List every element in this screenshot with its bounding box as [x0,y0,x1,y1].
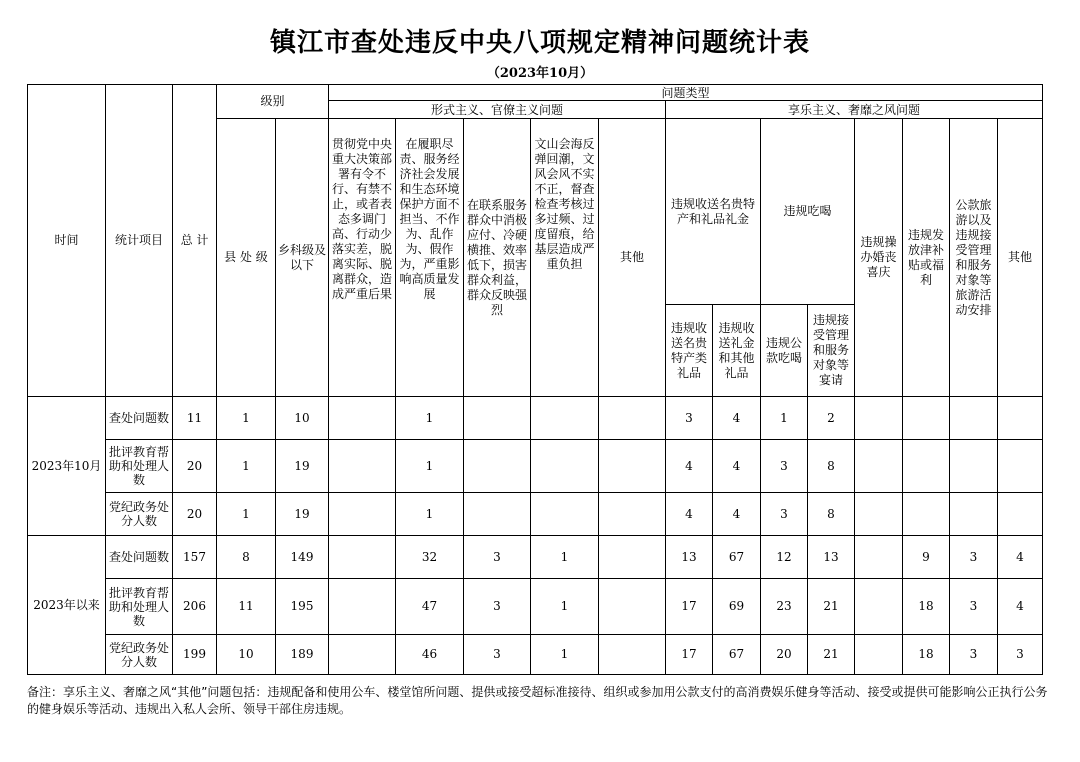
cell-township: 195 [276,579,329,635]
cell-allowance [903,493,950,536]
row-label: 查处问题数 [106,397,173,440]
cell-allowance [903,397,950,440]
cell-f1 [329,536,396,579]
row-label: 党纪政务处分人数 [106,635,173,675]
header-gift-cash: 违规收送礼金和其他礼品 [713,305,761,397]
table-row [28,635,1043,675]
header-dining: 违规吃喝 [761,119,855,305]
header-formalism-meetings: 文山会海反弹回潮，文风会风不实不正，督查检查考核过多过频、过度留痕，给基层造成严重负担 [531,119,599,397]
cell-gift-a: 3 [666,397,713,440]
cell-eat-b: 21 [808,579,855,635]
cell-county: 8 [217,536,276,579]
cell-gift-b: 67 [713,536,761,579]
page-title: 镇江市查处违反中央八项规定精神问题统计表 [269,28,810,58]
cell-total: 206 [173,579,217,635]
cell-county: 1 [217,493,276,536]
header-problem-type: 问题类型 [329,85,1043,101]
header-formalism-decision: 贯彻党中央重大决策部署有令不行、有禁不止，或者表态多调门高、行动少落实差，脱离实际、脱离群众，造成严重后果 [329,119,396,397]
header-formalism-duty: 在履职尽责、服务经济社会发展和生态环境保护方面不担当、不作为、乱作为、假作为，严重影响高质量发展 [396,119,464,397]
cell-township: 10 [276,397,329,440]
header-total: 总 计 [173,85,217,397]
cell-allowance [903,440,950,493]
cell-gift-b: 4 [713,397,761,440]
cell-f3 [464,440,531,493]
cell-eat-a: 20 [761,635,808,675]
cell-h-other [998,440,1043,493]
header-hedonism-group: 享乐主义、奢靡之风问题 [666,101,1043,119]
cell-h-other [998,493,1043,536]
cell-f4 [531,397,599,440]
cell-travel: 3 [950,536,998,579]
cell-wedding [855,579,903,635]
cell-f1 [329,440,396,493]
cell-f4: 1 [531,536,599,579]
cell-gift-a: 17 [666,579,713,635]
cell-eat-b: 8 [808,440,855,493]
header-township-level: 乡科级及以下 [276,119,329,397]
cell-f-other [599,579,666,635]
header-formalism-group: 形式主义、官僚主义问题 [329,101,666,119]
row-label: 党纪政务处分人数 [106,493,173,536]
page-subtitle: （2023年10月） [486,66,594,81]
cell-f-other [599,440,666,493]
cell-f3 [464,397,531,440]
table-row [28,493,1043,536]
header-public-travel: 公款旅游以及违规接受管理和服务对象等旅游活动安排 [950,119,998,397]
cell-f4: 1 [531,635,599,675]
header-dining-banquets: 违规接受管理和服务对象等宴请 [808,305,855,397]
cell-eat-b: 21 [808,635,855,675]
cell-f2: 47 [396,579,464,635]
cell-gift-b: 69 [713,579,761,635]
table-row [28,579,1043,635]
row-label: 查处问题数 [106,536,173,579]
cell-f3: 3 [464,536,531,579]
cell-township: 19 [276,493,329,536]
cell-total: 20 [173,440,217,493]
cell-h-other: 4 [998,579,1043,635]
cell-f3 [464,493,531,536]
cell-county: 1 [217,397,276,440]
cell-allowance: 18 [903,579,950,635]
cell-total: 157 [173,536,217,579]
cell-gift-b: 67 [713,635,761,675]
cell-h-other [998,397,1043,440]
cell-eat-a: 12 [761,536,808,579]
header-weddings-funerals: 违规操办婚丧喜庆 [855,119,903,397]
cell-wedding [855,397,903,440]
cell-gift-a: 4 [666,493,713,536]
period-label: 2023年10月 [28,397,106,536]
cell-travel [950,440,998,493]
cell-eat-b: 2 [808,397,855,440]
cell-f1 [329,635,396,675]
cell-eat-a: 3 [761,493,808,536]
header-stat-item: 统计项目 [106,85,173,397]
cell-township: 19 [276,440,329,493]
cell-travel: 3 [950,579,998,635]
cell-f4: 1 [531,579,599,635]
cell-wedding [855,635,903,675]
table-row [28,397,1043,440]
cell-h-other: 4 [998,536,1043,579]
cell-travel: 3 [950,635,998,675]
cell-gift-b: 4 [713,493,761,536]
table-row [28,440,1043,493]
cell-f-other [599,397,666,440]
cell-gift-a: 4 [666,440,713,493]
cell-f2: 46 [396,635,464,675]
cell-township: 149 [276,536,329,579]
header-gift-specialties: 违规收送名贵特产类礼品 [666,305,713,397]
cell-county: 1 [217,440,276,493]
cell-f2: 1 [396,397,464,440]
header-allowances: 违规发放津补贴或福利 [903,119,950,397]
cell-f3: 3 [464,635,531,675]
cell-total: 11 [173,397,217,440]
cell-f3: 3 [464,579,531,635]
cell-gift-a: 13 [666,536,713,579]
cell-gift-b: 4 [713,440,761,493]
cell-travel [950,493,998,536]
cell-f1 [329,397,396,440]
cell-f2: 1 [396,440,464,493]
row-label: 批评教育帮助和处理人数 [106,579,173,635]
period-label: 2023年以来 [28,536,106,675]
cell-total: 199 [173,635,217,675]
header-formalism-service: 在联系服务群众中消极应付、冷硬横推、效率低下，损害群众利益，群众反映强烈 [464,119,531,397]
header-dining-public-funds: 违规公款吃喝 [761,305,808,397]
cell-f4 [531,493,599,536]
footnote: 备注：享乐主义、奢靡之风“其他”问题包括：违规配备和使用公车、楼堂馆所问题、提供或接受超标准接待、组织或参加用公款支付的高消费娱乐健身等活动、接受或提供可能影响公正执行公务的健身娱乐等活动、违规出入私人会所、领导干部住房违规。 [27,685,1048,716]
header-county-level: 县 处 级 [217,119,276,397]
cell-county: 11 [217,579,276,635]
header-gifts: 违规收送名贵特产和礼品礼金 [666,119,761,305]
cell-f-other [599,493,666,536]
cell-travel [950,397,998,440]
cell-wedding [855,536,903,579]
row-label: 批评教育帮助和处理人数 [106,440,173,493]
cell-eat-a: 3 [761,440,808,493]
cell-f-other [599,536,666,579]
cell-f4 [531,440,599,493]
cell-eat-a: 1 [761,397,808,440]
statistics-table [27,84,1043,675]
cell-total: 20 [173,493,217,536]
header-formalism-other: 其他 [599,119,666,397]
cell-wedding [855,440,903,493]
cell-wedding [855,493,903,536]
cell-f-other [599,635,666,675]
cell-f2: 32 [396,536,464,579]
header-hedonism-other: 其他 [998,119,1043,397]
cell-f1 [329,493,396,536]
cell-f1 [329,579,396,635]
cell-county: 10 [217,635,276,675]
cell-h-other: 3 [998,635,1043,675]
header-level: 级别 [217,85,329,119]
cell-allowance: 9 [903,536,950,579]
header-time: 时间 [28,85,106,397]
cell-f2: 1 [396,493,464,536]
cell-gift-a: 17 [666,635,713,675]
cell-eat-a: 23 [761,579,808,635]
cell-eat-b: 13 [808,536,855,579]
table-row [28,536,1043,579]
cell-allowance: 18 [903,635,950,675]
cell-eat-b: 8 [808,493,855,536]
cell-township: 189 [276,635,329,675]
